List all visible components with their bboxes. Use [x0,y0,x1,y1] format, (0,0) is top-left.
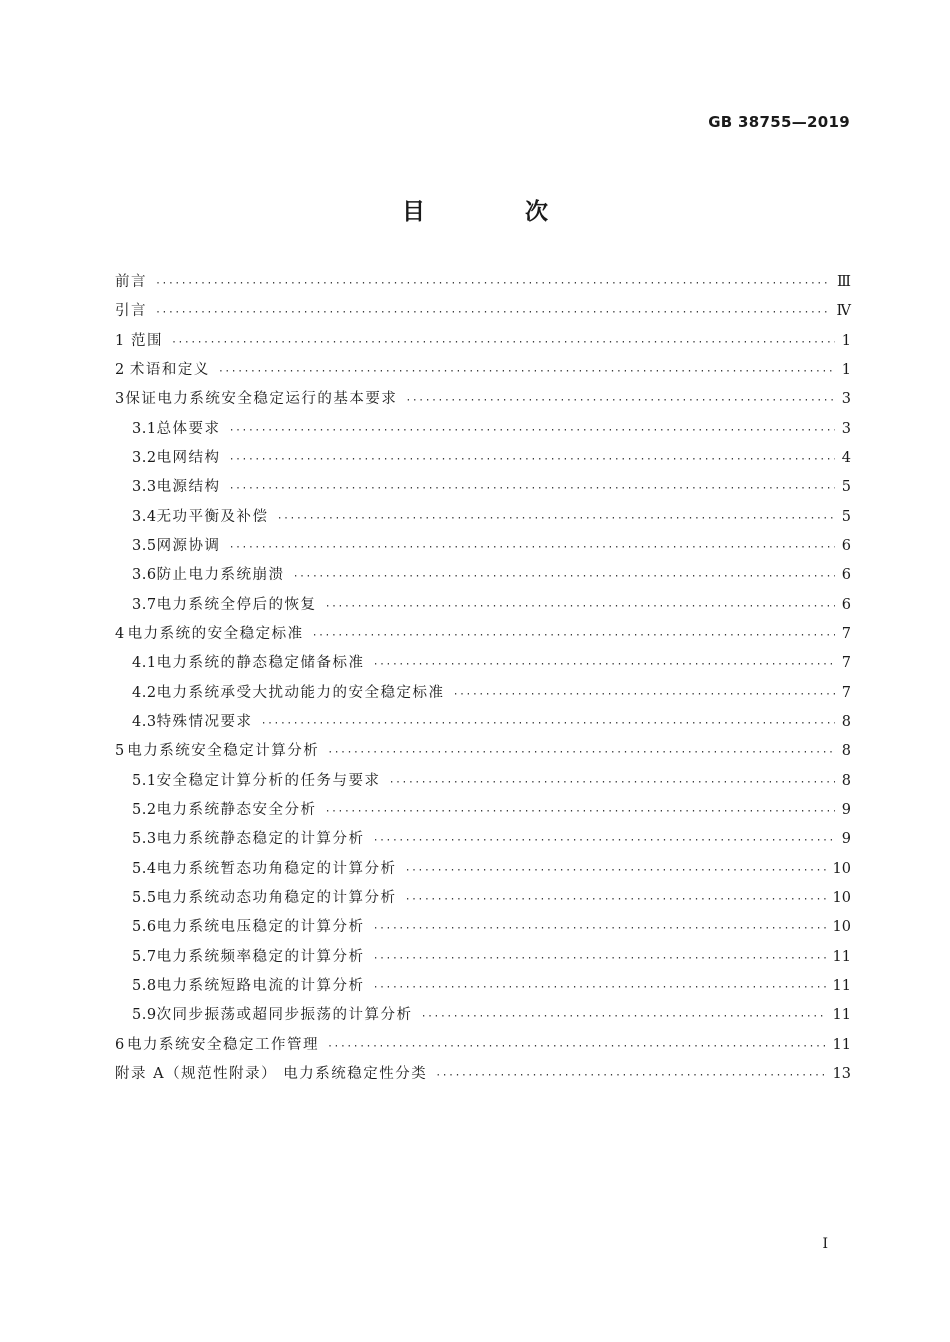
toc-entry-title: 电网结构 [156,449,221,466]
toc-entry-title: 电力系统静态安全分析 [156,801,317,818]
dot-leader [373,659,835,670]
toc-entry-title: 术语和定义 [129,361,210,378]
dot-leader [327,1041,827,1052]
dot-leader [373,982,827,993]
toc-entry-title: 总体要求 [156,420,221,437]
toc-entry-page: 1 [841,332,851,349]
dot-leader [277,513,835,524]
dot-leader [293,571,835,582]
toc-entry[interactable] [115,299,851,328]
toc-entry[interactable] [115,622,851,651]
toc-entry-page: 6 [841,537,851,554]
table-of-contents [115,270,851,1091]
standard-code: GB 38755—2019 [708,113,850,131]
dot-leader [229,454,835,465]
toc-entry-page: 8 [841,713,851,730]
toc-entry-page: 3 [841,391,851,408]
toc-entry-number: 5.4 [132,860,157,877]
toc-entry[interactable] [115,505,851,534]
toc-entry-page: 5 [841,479,851,496]
dot-leader [327,747,835,758]
toc-entry-title: 次同步振荡或超同步振荡的计算分析 [156,1007,413,1024]
toc-entry-page: 8 [841,772,851,789]
toc-entry[interactable] [115,358,851,387]
dot-leader [421,1011,827,1022]
toc-entry-page: 9 [841,801,851,818]
toc-entry[interactable] [115,739,851,768]
toc-entry[interactable] [115,681,851,710]
dot-leader [389,777,835,788]
toc-entry[interactable] [115,915,851,944]
dot-leader [405,395,835,406]
toc-entry[interactable] [115,974,851,1003]
dot-leader [229,425,835,436]
toc-entry-page: Ⅲ [837,274,851,290]
dot-leader [155,307,831,318]
toc-entry[interactable] [115,446,851,475]
toc-entry-page: 6 [841,567,851,584]
toc-entry-number: 5 [115,743,125,760]
toc-entry-number: 3.7 [132,596,157,613]
toc-entry-title: 电力系统承受大扰动能力的安全稳定标准 [156,684,445,701]
toc-entry-title: 附录 A（规范性附录） 电力系统稳定性分类 [115,1065,428,1082]
toc-entry[interactable] [115,798,851,827]
toc-entry-title: 防止电力系统崩溃 [156,567,285,584]
toc-entry[interactable] [115,593,851,622]
toc-entry-title: 电力系统频率稳定的计算分析 [156,948,365,965]
toc-entry[interactable] [115,387,851,416]
dot-leader [312,630,835,641]
toc-entry-title: 电力系统动态功角稳定的计算分析 [156,889,397,906]
toc-entry-page: Ⅳ [836,303,851,320]
toc-entry-page: 11 [832,1036,851,1053]
toc-entry-number: 5.5 [132,889,157,906]
toc-entry-page: 10 [832,889,851,906]
toc-entry[interactable] [115,329,851,358]
dot-leader [453,689,835,700]
toc-entry-page: 6 [841,596,851,613]
toc-entry-title: 电力系统的安全稳定标准 [127,625,304,642]
toc-entry-page: 10 [832,919,851,936]
toc-entry-number: 3.2 [132,449,157,466]
toc-entry-title: 电力系统暂态功角稳定的计算分析 [156,860,397,877]
toc-entry[interactable] [115,945,851,974]
toc-entry-page: 11 [832,977,851,994]
toc-entry-number: 1 [115,332,125,349]
dot-leader [261,718,835,729]
toc-entry-title: 无功平衡及补偿 [156,508,269,525]
toc-entry[interactable] [115,827,851,856]
toc-entry-page: 7 [841,625,851,642]
toc-entry-page: 11 [832,948,851,965]
toc-entry-page: 8 [841,743,851,760]
toc-entry-page: 5 [841,508,851,525]
toc-entry-title: 电力系统安全稳定工作管理 [127,1036,319,1053]
dot-leader [229,483,835,494]
toc-entry-page: 9 [841,831,851,848]
toc-entry-title: 电源结构 [156,479,221,496]
toc-entry-page: 7 [841,655,851,672]
dot-leader [218,366,835,377]
toc-entry-title: 电力系统静态稳定的计算分析 [156,831,365,848]
dot-leader [435,1070,826,1081]
toc-entry-title: 特殊情况要求 [156,713,253,730]
toc-entry-title: 安全稳定计算分析的任务与要求 [156,772,381,789]
dot-leader [405,894,827,905]
toc-entry-number: 4 [115,625,125,642]
toc-entry-number: 3.5 [132,537,157,554]
toc-entry-page: 13 [832,1065,851,1082]
toc-entry-number: 4.1 [132,655,157,672]
toc-entry-number: 2 [115,361,125,378]
toc-entry-title: 电力系统的静态稳定储备标准 [156,655,365,672]
toc-entry-number: 5.8 [132,977,157,994]
toc-entry-number: 5.9 [132,1007,157,1024]
toc-entry[interactable] [115,886,851,915]
toc-entry-page: 7 [841,684,851,701]
dot-leader [405,865,827,876]
toc-entry-page: 4 [841,449,851,466]
dot-leader [373,835,835,846]
toc-entry-title: 保证电力系统安全稳定运行的基本要求 [125,391,398,408]
toc-entry-number: 6 [115,1036,125,1053]
toc-entry[interactable] [115,769,851,798]
dot-leader [373,923,827,934]
toc-entry-title: 引言 [115,303,147,320]
toc-entry[interactable] [115,857,851,886]
toc-entry-number: 5.3 [132,831,157,848]
toc-entry-page: 11 [832,1007,851,1024]
toc-entry-number: 5.6 [132,919,157,936]
toc-entry-number: 4.3 [132,713,157,730]
dot-leader [325,806,835,817]
toc-entry[interactable] [115,563,851,592]
toc-entry-title: 网源协调 [156,537,221,554]
toc-entry-title: 范围 [130,332,163,349]
toc-entry-number: 3.3 [132,479,157,496]
dot-leader [171,337,835,348]
toc-entry[interactable] [115,417,851,446]
toc-entry[interactable] [115,1003,851,1032]
toc-entry-title: 电力系统电压稳定的计算分析 [156,919,365,936]
dot-leader [325,601,835,612]
toc-entry-page: 3 [841,420,851,437]
toc-entry-page: 10 [832,860,851,877]
toc-entry-title: 电力系统全停后的恢复 [156,596,317,613]
toc-entry[interactable] [115,534,851,563]
toc-entry[interactable] [115,651,851,680]
page-number: I [822,1236,828,1252]
toc-entry[interactable] [115,1033,851,1062]
dot-leader [155,278,831,289]
toc-entry-number: 3.1 [132,420,157,437]
toc-entry-number: 5.7 [132,948,157,965]
toc-entry-title: 电力系统安全稳定计算分析 [127,743,320,760]
toc-entry-number: 3.6 [132,567,157,584]
toc-entry[interactable] [115,475,851,504]
toc-entry[interactable] [115,1062,851,1091]
toc-entry-number: 5.2 [132,801,157,818]
toc-entry-number: 3.4 [132,508,157,525]
toc-title: 目 次 [401,199,594,225]
toc-entry-page: 1 [841,361,851,378]
dot-leader [229,542,835,553]
toc-entry-title: 电力系统短路电流的计算分析 [156,977,365,994]
toc-entry-number: 5.1 [132,772,157,789]
toc-entry-title: 前言 [115,274,147,290]
toc-entry-number: 4.2 [132,684,157,701]
toc-entry-number: 3 [115,391,125,408]
toc-entry[interactable] [115,270,851,299]
dot-leader [373,953,827,964]
toc-entry[interactable] [115,710,851,739]
